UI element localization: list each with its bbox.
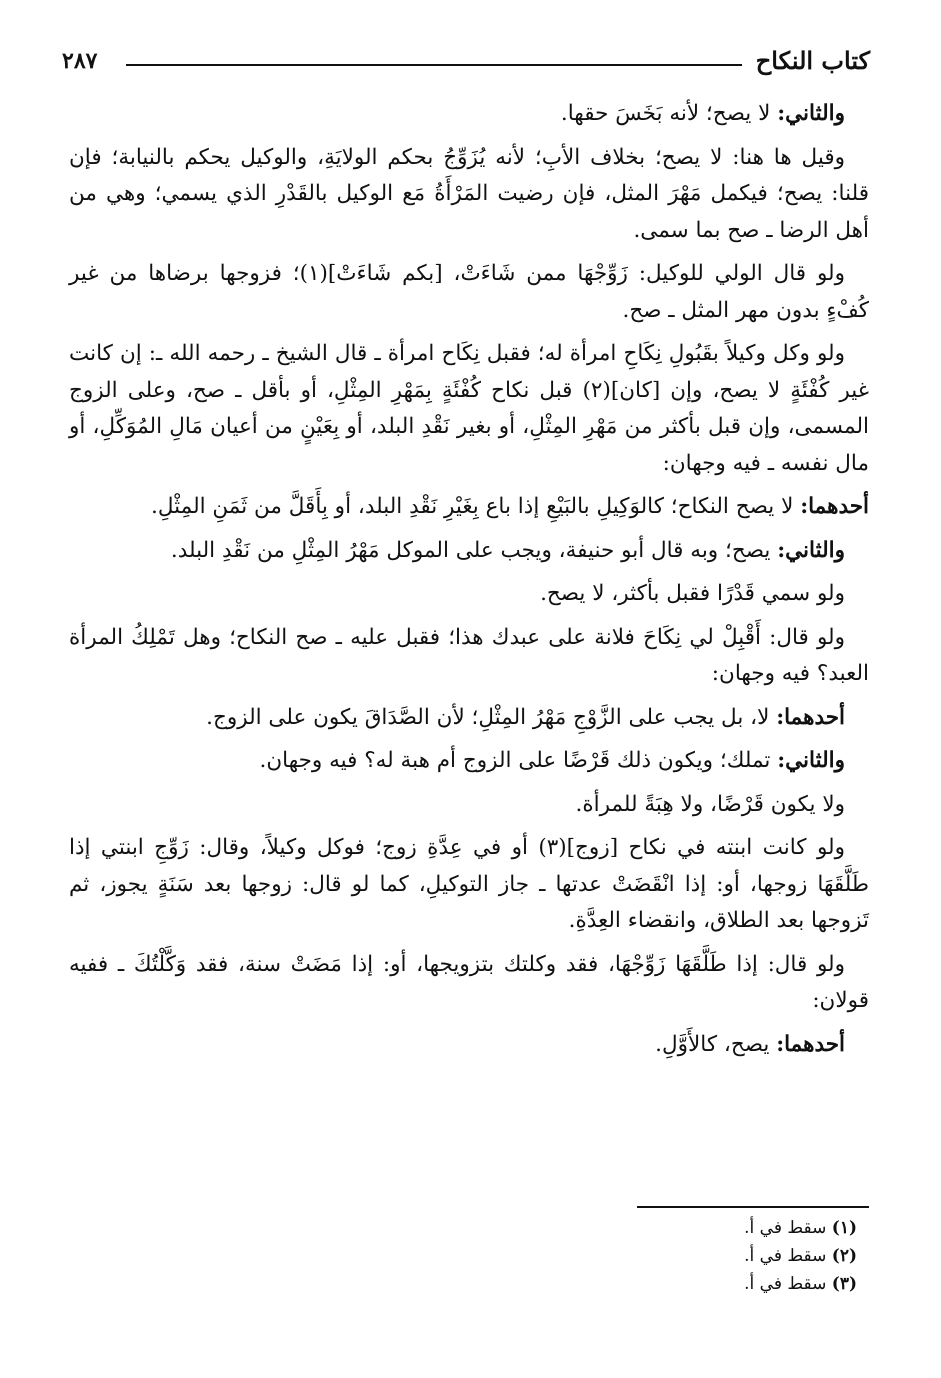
footnote-text: سقط في أ.	[744, 1246, 832, 1266]
paragraph	[69, 533, 845, 570]
paragraph-text: تملك؛ ويكون ذلك قَرْضًا على الزوج أم هبة له؟ فيه وجهان.	[259, 748, 778, 773]
footnote-number: (٢)	[831, 1246, 857, 1266]
paragraph-label: أحدهما:	[800, 494, 869, 519]
paragraph-label: والثاني:	[777, 537, 845, 563]
paragraph-text: ولو قال الولي للوكيل: زَوِّجْهَا ممن شَاءَتْ، [بكم شَاءَتْ](١)؛ فزوجها برضاها من غير كُفْءٍ بدون مهر المثل ـ صح.	[69, 261, 869, 323]
paragraph-text: ولو وكل وكيلاً بقَبُولِ نِكَاحِ امرأة له؛ فقبل نِكَاح امرأة ـ قال الشيخ ـ رحمه الله ـ: إن كانت غير كُفْئَةٍ لا يصح، وإن [كان](٢) قبل نكاح كُفْئَةٍ بِمَهْرِ المِثْلِ، أو بأقل ـ صح، وعلى الزوج المسمى، وإن قبل بأكثر من مَهْرِ المِثْلِ، أو بغير نَقْدِ البلد، أو بِعَيْنٍ من أعيان مَالِ المُوَكِّلِ، أو مال نفسه ـ فيه وجهان:	[69, 341, 869, 476]
footnote-number: (١)	[831, 1218, 857, 1238]
paragraph-text: ولو سمي قَدْرًا فقبل بأكثر، لا يصح.	[540, 581, 845, 606]
paragraph	[69, 787, 845, 824]
paragraph-text: ولو قال: إذا طَلَّقَهَا زَوِّجْهَا، فقد وكلتك بتزويجها، أو: إذا مَضَتْ سنة، فقد وَكَّلْتُكَ ـ ففيه قولان:	[69, 951, 869, 1013]
paragraph-text: ولو كانت ابنته في نكاح [زوج](٣) أو في عِدَّةِ زوج؛ فوكل وكيلاً، وقال: زَوِّجِ ابنتي إذا طَلَّقَهَا زوجها، أو: إذا انْقَضَتْ عدتها ـ جاز التوكيلِ، كما لو قال: زوجها بعد سَنَةٍ يجوز، ثم تَزوجها بعد الطلاق، وانقضاء العِدَّةِ.	[69, 835, 869, 933]
footnote	[744, 1242, 857, 1270]
paragraph	[69, 743, 845, 780]
paragraph	[69, 947, 869, 1020]
paragraph-label: والثاني:	[777, 101, 845, 126]
paragraph-label: والثاني:	[777, 748, 845, 773]
paragraph-text: لا يصح؛ لأنه بَخَسَ حقها.	[560, 101, 778, 126]
footnotes	[744, 1214, 857, 1298]
page-number: ٢٨٧	[62, 48, 98, 74]
paragraph-text: يصح، كالأَوَّلِ.	[655, 1031, 777, 1057]
paragraph	[69, 700, 845, 737]
paragraph	[69, 489, 869, 526]
paragraph	[69, 1027, 845, 1064]
paragraph-text: لا، بل يجب على الزَّوْجِ مَهْرُ المِثْلِ؛ لأن الصَّدَاقَ يكون على الزوج.	[206, 704, 777, 730]
header-title: كتاب النكاح	[755, 46, 870, 75]
paragraph-label: أحدهما:	[776, 1031, 845, 1057]
footnote-number: (٣)	[831, 1274, 857, 1294]
paragraph-text: وقيل ها هنا: لا يصح؛ بخلاف الأبِ؛ لأنه يُزَوِّجُ بحكم الولايَةِ، والوكيل يحكم بالنيابة؛ فإن قلنا: يصح؛ فيكمل مَهْرَ المثل، فإن رضيت المَرْأَةُ مَع الوكيل بالقَدْرِ الذي يسمي؛ وهي من أهل الرضا ـ صح بما سمى.	[69, 144, 869, 243]
footnote	[744, 1270, 857, 1298]
paragraph	[69, 256, 869, 329]
footnote-text: سقط في أ.	[744, 1274, 832, 1294]
footnote-text: سقط في أ.	[744, 1218, 832, 1238]
paragraph	[69, 620, 869, 693]
paragraph	[69, 96, 845, 133]
paragraph-text: يصح؛ وبه قال أبو حنيفة، ويجب على الموكل مَهْرُ المِثْلِ من نَقْدِ البلد.	[170, 537, 778, 563]
paragraph	[69, 576, 845, 613]
paragraph	[69, 830, 869, 940]
paragraph-text: لا يصح النكاح؛ كالوَكِيلِ بالبَيْعِ إذا باع بِغَيْرِ نَقْدِ البلد، أو بِأَقَلَّ من ثَمَنِ المِثْلِ.	[151, 494, 801, 519]
footnote	[744, 1214, 857, 1242]
paragraph-text: ولا يكون قَرْضًا، ولا هِبَةً للمرأة.	[575, 791, 845, 817]
running-header	[62, 46, 870, 80]
paragraph-label: أحدهما:	[776, 704, 845, 730]
paragraph	[69, 336, 869, 482]
header-rule	[126, 64, 742, 66]
footnote-separator	[637, 1206, 869, 1208]
paragraph	[69, 140, 869, 250]
paragraph-text: ولو قال: أَقْبِلْ لي نِكَاحَ فلانة على عبدك هذا؛ فقبل عليه ـ صح النكاح؛ وهل تَمْلِكُ المرأة العبد؟ فيه وجهان:	[69, 624, 869, 686]
main-text	[69, 96, 869, 1070]
